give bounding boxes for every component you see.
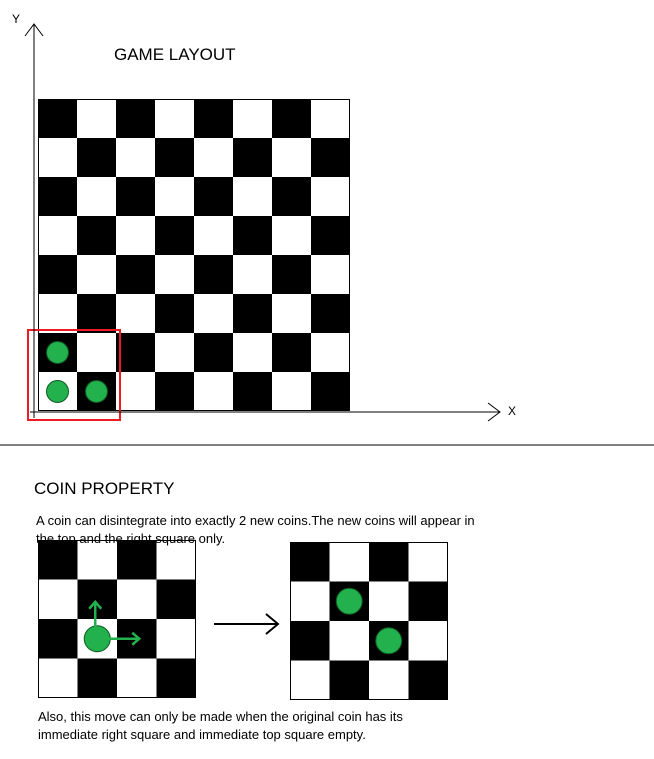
main-dark-square: [38, 177, 77, 216]
move-condition-note: [38, 708, 403, 744]
main-dark-square: [77, 294, 116, 333]
main-dark-square: [116, 99, 155, 138]
main-dark-square: [311, 138, 350, 177]
x-axis-label: X: [508, 404, 517, 418]
main-dark-square: [38, 255, 77, 294]
main-dark-square: [38, 99, 77, 138]
main-dark-square: [194, 333, 233, 372]
main-dark-square: [311, 372, 350, 411]
note-line: immediate right square and immediate top square empty.: [38, 727, 366, 742]
y-axis-label: Y: [12, 12, 21, 26]
before-dark-square: [78, 659, 118, 699]
description-line: the top and the right square only.: [36, 531, 226, 546]
main-dark-square: [233, 216, 272, 255]
main-dark-square: [155, 216, 194, 255]
before-dark-square: [78, 580, 118, 620]
before-dark-square: [157, 580, 197, 620]
main-dark-square: [155, 372, 194, 411]
main-dark-square: [233, 294, 272, 333]
after-dark-square: [409, 582, 449, 622]
main-dark-square: [116, 255, 155, 294]
coin-after: [336, 588, 362, 614]
coin: [47, 381, 69, 403]
main-dark-square: [194, 255, 233, 294]
main-dark-square: [116, 333, 155, 372]
description-line: A coin can disintegrate into exactly 2 new coins.The new coins will appear in: [36, 513, 475, 528]
before-dark-square: [38, 619, 78, 659]
main-dark-square: [272, 333, 311, 372]
coin: [47, 342, 69, 364]
main-dark-square: [77, 138, 116, 177]
coin-property-title: COIN PROPERTY: [34, 479, 175, 498]
coin: [86, 381, 108, 403]
coin-property-description: [36, 512, 475, 548]
main-dark-square: [272, 255, 311, 294]
game-layout-title: GAME LAYOUT: [114, 45, 236, 64]
main-dark-square: [233, 138, 272, 177]
after-dark-square: [290, 621, 330, 661]
main-dark-square: [77, 216, 116, 255]
before-dark-square: [157, 659, 197, 699]
main-dark-square: [194, 99, 233, 138]
main-dark-square: [155, 138, 194, 177]
main-dark-square: [272, 99, 311, 138]
main-dark-square: [194, 177, 233, 216]
note-line: Also, this move can only be made when the original coin has its: [38, 709, 403, 724]
main-dark-square: [311, 294, 350, 333]
after-dark-square: [330, 661, 370, 701]
main-dark-square: [233, 372, 272, 411]
after-dark-square: [409, 661, 449, 701]
main-dark-square: [155, 294, 194, 333]
coin-after: [376, 628, 402, 654]
main-dark-square: [311, 216, 350, 255]
main-dark-square: [272, 177, 311, 216]
main-dark-square: [116, 177, 155, 216]
